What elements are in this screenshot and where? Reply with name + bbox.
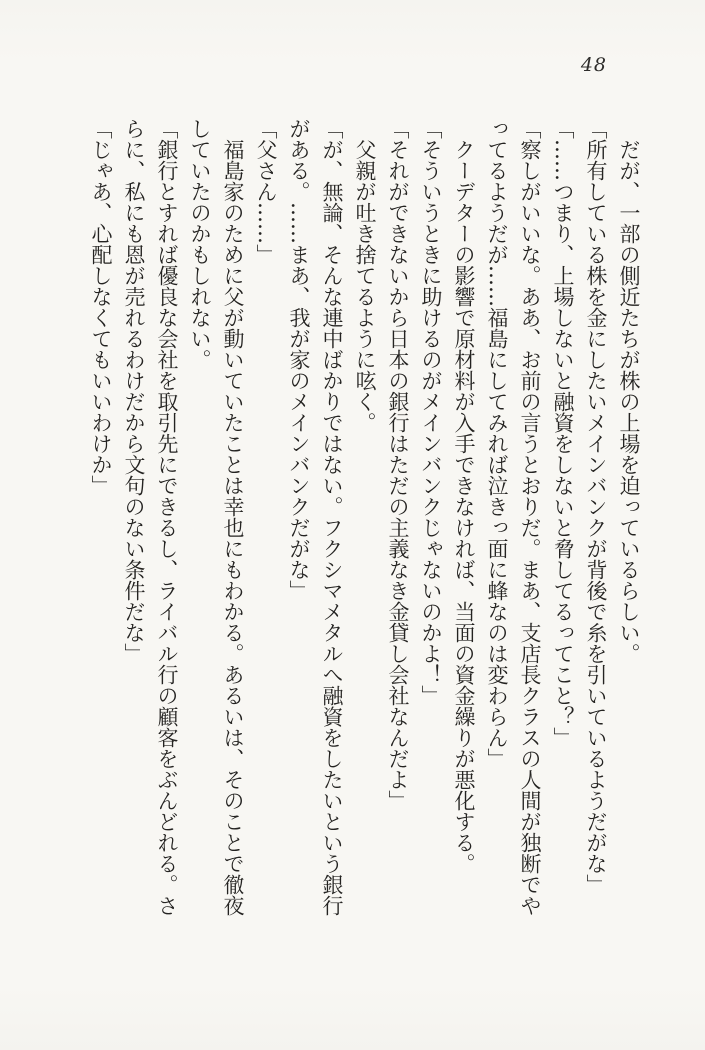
paragraph: 「それができないから日本の銀行はただの主義なき金貸し会社なんだよ」: [386, 118, 410, 811]
paragraph: 「所有している株を金にしたいメインバンクが背後で糸を引いているようだがな」: [584, 118, 608, 895]
paragraph: 「察しがいいな。ああ、お前の言うとおりだ。まあ、支店長クラスの人間が独断でやってるようだが……福島にしてみれば泣きっ面に蜂なのは変わらん」: [485, 118, 542, 916]
paragraph: 「銀行とすれば優良な会社を取引先にできるし、ライバル行の顧客をぶんどれる。さらに、私にも恩が売れるわけだから文句のない条件だな」: [122, 118, 179, 916]
paragraph: 「が、無論、そんな連中ばかりではない。フクシマメタルへ融資をしたいという銀行がある。……まあ、我が家のメインバンクだがな」: [287, 118, 344, 916]
paragraph: クーデターの影響で原材料が入手できなければ、当面の資金繰りが悪化する。: [452, 139, 476, 874]
paragraph: だが、一部の側近たちが株の上場を迫っているらしい。: [617, 139, 641, 664]
paragraph: 「父さん……」: [254, 118, 278, 265]
paragraph: 父親が吐き捨てるように呟く。: [353, 139, 377, 433]
paragraph: 「じゃあ、心配しなくてもいいわけか」: [89, 118, 113, 496]
paragraph: 福島家のために父が動いていたことは幸也にもわかる。あるいは、そのことで徹夜していたのかもしれない。: [188, 118, 245, 916]
paragraph: 「そういうときに助けるのがメインバンクじゃないのかよ！」: [419, 118, 443, 706]
paragraph: 「……つまり、上場しないと融資をしないと脅してるってこと？」: [551, 118, 575, 748]
page-number: 48: [580, 54, 607, 76]
vertical-text-block: [84, 118, 645, 928]
